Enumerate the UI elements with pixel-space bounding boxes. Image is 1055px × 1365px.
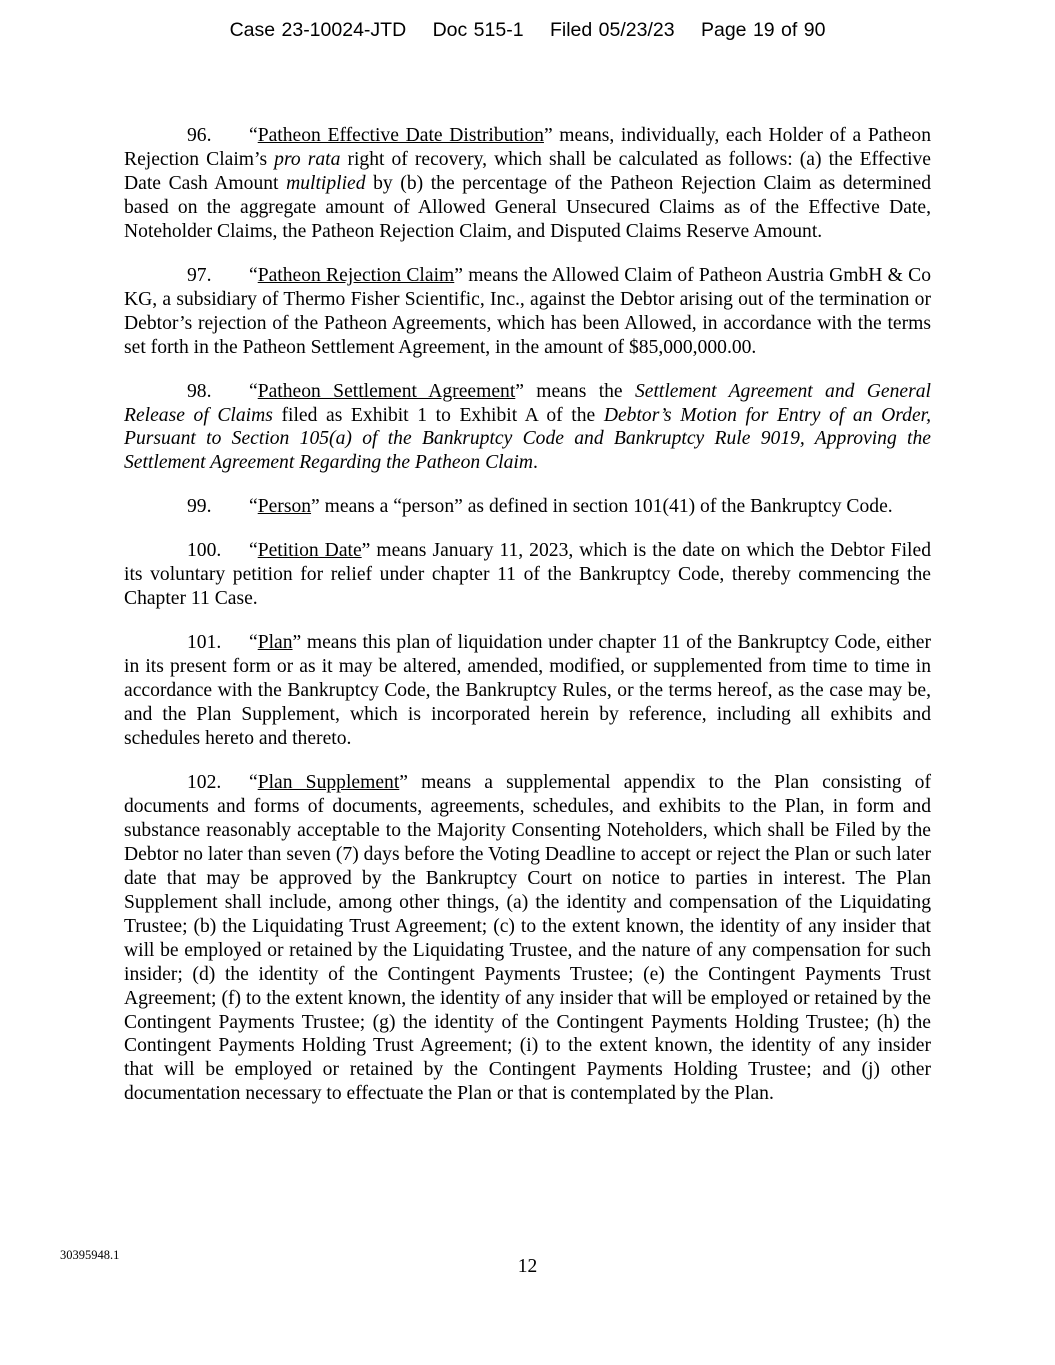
definition-paragraph: 98. “Patheon Settlement Agreement” means the Settlement Agreement and General Release of Claims filed as Exhibit 1 to Exhibit A of the Debtor’s Motion for Entry of an Order, Pursuant to Section 105(a) of the Bankruptcy Code and Bankruptcy Rule 9019, Approving the Settlement Agreement Regarding the Patheon Claim. (124, 380, 931, 474)
paragraph-number: 101. (187, 632, 222, 654)
defined-term: Plan Supplement (257, 771, 400, 793)
definition-text: ” means the Allowed Claim of Patheon Austria GmbH & Co KG, a subsidiary of Thermo Fisher Scientific, Inc., against the Debtor arising out of the termination or Debtor’s rejection of the Patheon Agreements, which has been Allowed, in accordance with the terms set forth in the Patheon Settlement Agreement, in the amount of $85,000,000.00. (124, 264, 931, 358)
definition-paragraph: 102. “Plan Supplement” means a supplemental appendix to the Plan consisting of documents and forms of documents, agreements, schedules, and exhibits to the Plan, in form and substance reasonably acceptable to the Majority Consenting Noteholders, which shall be Filed by the Debtor no later than seven (7) days before the Voting Deadline to accept or reject the Plan or such later date that may be approved by the Bankruptcy Court on notice to parties in interest. The Plan Supplement shall include, among other things, (a) the identity and compensation of the Liquidating Trustee; (b) the Liquidating Trust Agreement; (c) to the extent known, the identity of any insider that will be employed or retained by the Liquidating Trustee, and the nature of any compensation for such insider; (d) the identity of the Contingent Payments Trustee; (e) the Contingent Payments Trust Agreement; (f) to the extent known, the identity of any insider that will be employed or retained by the Contingent Payments Trustee; (g) the identity of the Contingent Payments Holding Trustee; (h) the Contingent Payments Holding Trust Agreement; (i) to the extent known, the identity of any insider that will be employed or retained by the Contingent Payments Holding Trustee; and (j) other documentation necessary to effectuate the Plan or that is contemplated by the Plan. (124, 771, 931, 1105)
italic-text: multiplied (286, 172, 366, 194)
definition-paragraph: 96. “Patheon Effective Date Distribution” means, individually, each Holder of a Patheon Rejection Claim’s pro rata right of recovery, which shall be calculated as follows: (a) the Effective Date Cash Amount multiplied by (b) the percentage of the Patheon Rejection Claim as determined based on the aggregate amount of Allowed General Unsecured Claims as of the Effective Date, Noteholder Claims, the Patheon Rejection Claim, and Disputed Claims Reserve Amount. (124, 125, 932, 242)
definition-paragraph: 100. “Petition Date” means January 11, 2023, which is the date on which the Debtor Filed its voluntary petition for relief under chapter 11 of the Bankruptcy Code, thereby commencing the Chapter 11 Case. (124, 540, 931, 610)
italic-text: Debtor’s Motion for Entry of an Order, Pursuant to Section 105(a) of the Bankruptcy Code and Bankruptcy Rule 9019, Approving the Settlement Agreement Regarding the Patheon Claim (124, 404, 931, 474)
case-number: Case 23-10024-JTD (229, 19, 407, 41)
defined-term: Petition Date (257, 540, 362, 562)
italic-text: Settlement Agreement and General Release of Claims (124, 380, 931, 426)
document-id: 30395948.1 (60, 1248, 120, 1262)
page-number: 12 (517, 1256, 538, 1277)
definition-text: ” means, individually, each Holder of a Patheon Rejection Claim’s (124, 125, 932, 170)
definition-text: . (533, 452, 538, 474)
court-filing-header (0, 19, 1055, 42)
defined-term: Patheon Effective Date Distribution (257, 125, 544, 146)
defined-term: Patheon Settlement Agreement (257, 380, 516, 402)
italic-text: pro rata (274, 148, 341, 170)
definition-text: ” means January 11, 2023, which is the date on which the Debtor Filed its voluntary petition for relief under chapter 11 of the Bankruptcy Code, thereby commencing the Chapter 11 Case. (124, 540, 931, 610)
defined-term: Plan (257, 632, 293, 654)
definition-text: ” means a supplemental appendix to the Plan consisting of documents and forms of documents, agreements, schedules, and exhibits to the Plan, in form and substance reasonably acceptable to the Majority Consenting Noteholders, which shall be Filed by the Debtor no later than seven (7) days before the Voting Deadline to accept or reject the Plan or such later date that may be approved by the Bankruptcy Court on notice to parties in interest. The Plan Supplement shall include, among other things, (a) the identity and compensation of the Liquidating Trustee; (b) the Liquidating Trust Agreement; (c) to the extent known, the identity of any insider that will be employed or retained by the Liquidating Trustee, and the nature of any compensation for such insider; (d) the identity of the Contingent Payments Trustee; (e) the Contingent Payments Trust Agreement; (f) to the extent known, the identity of any insider that will be employed or retained by the Contingent Payments Trustee; (g) the identity of the Contingent Payments Holding Trustee; (h) the Contingent Payments Holding Trust Agreement; (i) to the extent known, the identity of any insider that will be employed or retained by the Contingent Payments Holding Trustee; and (j) other documentation necessary to effectuate the Plan or that is contemplated by the Plan. (124, 771, 931, 1105)
definition-text: ” means this plan of liquidation under chapter 11 of the Bankruptcy Code, either in its present form or as it may be altered, amended, modified, or supplemented from time to time in accordance with the Bankruptcy Code, the Bankruptcy Rules, or the terms hereof, as the case may be, and the Plan Supplement, which is incorporated herein by reference, including all exhibits and schedules hereto and thereto. (124, 632, 931, 750)
definition-text: ” means a “person” as defined in section 101(41) of the Bankruptcy Code. (311, 496, 893, 518)
page-of-total: Page 19 of 90 (700, 19, 826, 41)
definition-text: by (b) the percentage of the Patheon Rejection Claim as determined based on the aggregate amount of Allowed General Unsecured Claims as of the Effective Date, Noteholder Claims, the Patheon Rejection Claim, and Disputed Claims Reserve Amount. (124, 172, 932, 242)
paragraph-number: 99. (187, 496, 212, 518)
paragraph-number: 102. (187, 771, 222, 793)
paragraph-number: 96. (187, 125, 212, 146)
definition-paragraph: 99. “Person” means a “person” as defined in section 101(41) of the Bankruptcy Code. (187, 496, 893, 518)
defined-term: Patheon Rejection Claim (257, 264, 455, 286)
definition-text: ” means the (515, 380, 635, 402)
definition-paragraph: 101. “Plan” means this plan of liquidation under chapter 11 of the Bankruptcy Code, either in its present form or as it may be altered, amended, modified, or supplemented from time to time in accordance with the Bankruptcy Code, the Bankruptcy Rules, or the terms hereof, as the case may be, and the Plan Supplement, which is incorporated herein by reference, including all exhibits and schedules hereto and thereto. (124, 632, 931, 750)
document-body (124, 124, 931, 1126)
definition-text: right of recovery, which shall be calculated as follows: (a) the Effective Date Cash Amount (124, 148, 932, 194)
definition-text: filed as Exhibit 1 to Exhibit A of the (272, 404, 604, 426)
paragraph-number: 98. (187, 380, 212, 402)
document-number: Doc 515-1 (432, 19, 524, 41)
defined-term: Person (257, 496, 312, 518)
definition-paragraph: 97. “Patheon Rejection Claim” means the Allowed Claim of Patheon Austria GmbH & Co KG, a subsidiary of Thermo Fisher Scientific, Inc., against the Debtor arising out of the termination or Debtor’s rejection of the Patheon Agreements, which has been Allowed, in accordance with the terms set forth in the Patheon Settlement Agreement, in the amount of $85,000,000.00. (124, 264, 931, 358)
paragraph-number: 97. (187, 264, 212, 286)
paragraph-number: 100. (187, 540, 222, 562)
filed-date: Filed 05/23/23 (549, 19, 675, 41)
